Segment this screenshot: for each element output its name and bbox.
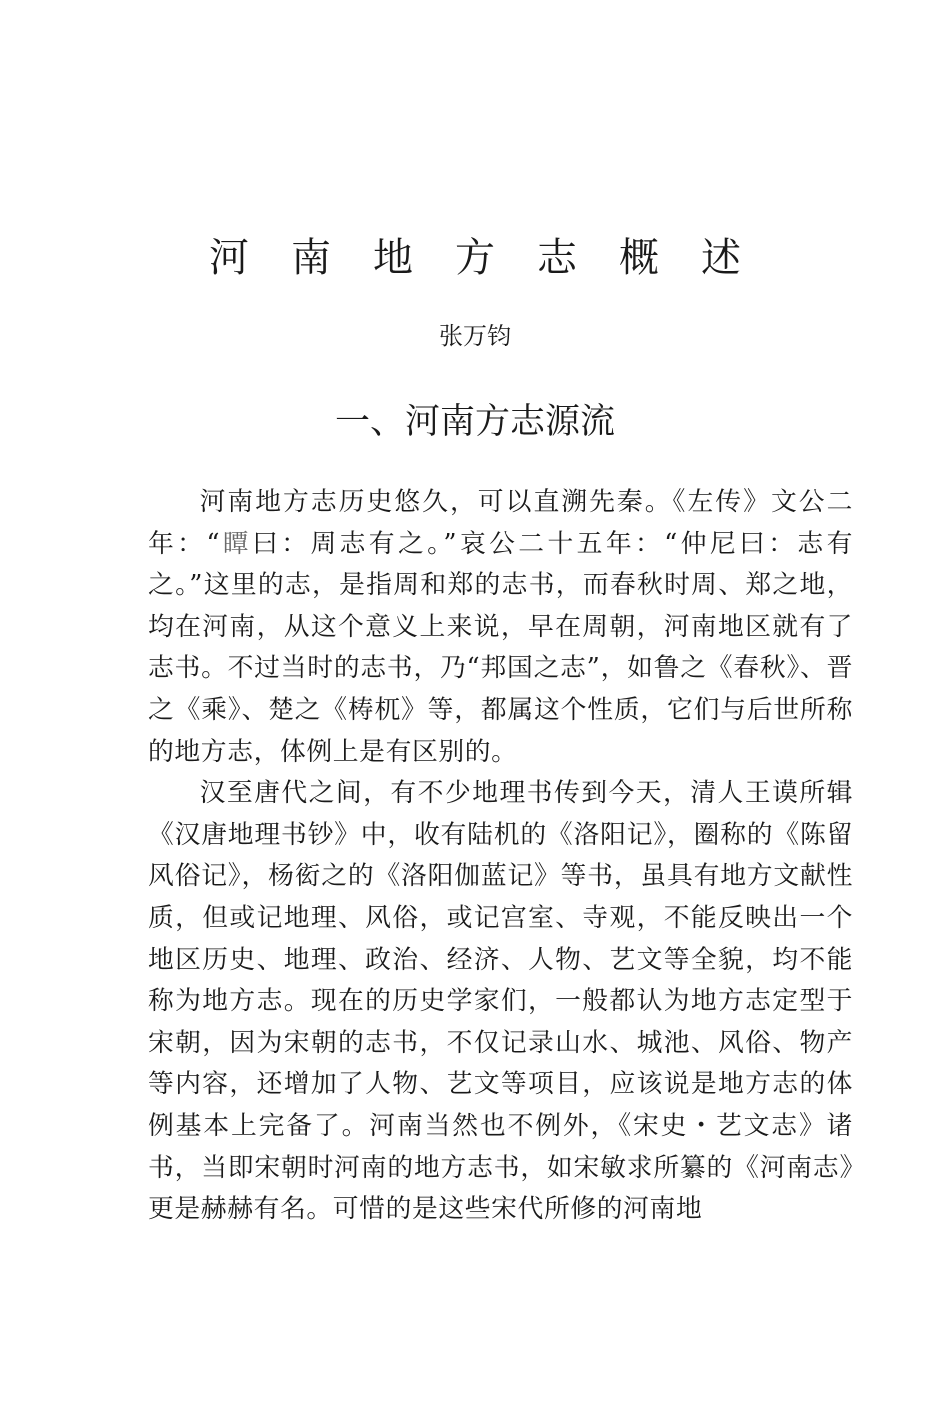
section-heading: 一、河南方志源流 bbox=[334, 402, 615, 442]
body-text bbox=[148, 482, 853, 1231]
paragraph-text-start: 河南地方志历史悠久，可以直溯先秦。《左传》文公二年：“ bbox=[148, 487, 853, 559]
rare-character: 瞫 bbox=[220, 528, 253, 559]
paragraph bbox=[148, 482, 853, 773]
author-name: 张万钧 bbox=[439, 322, 511, 350]
paragraph: 汉至唐代之间，有不少地理书传到今天，清人王谟所辑《汉唐地理书钞》中，收有陆机的《洛阳记》，圈称的《陈留风俗记》，杨衒之的《洛阳伽蓝记》等书，虽具有地方文献性质，但或记地理、风俗，或记宫室、寺观，不能反映出一个地区历史、地理、政治、经济、人物、艺文等全貌，均不能称为地方志。现在的历史学家们，一般都认为地方志定型于宋朝，因为宋朝的志书，不仅记录山水、城池、风俗、物产等内容，还增加了人物、艺文等项目，应该说是地方志的体例基本上完备了。河南当然也不例外，《宋史・艺文志》诸书，当即宋朝时河南的地方志书，如宋敏求所纂的《河南志》更是赫赫有名。可惜的是这些宋代所修的河南地 bbox=[148, 778, 853, 1225]
paragraph-text-rest: 曰：周志有之。”哀公二十五年：“仲尼曰：志有之。”这里的志，是指周和郑的志书，而春秋时周、郑之地，均在河南，从这个意义上来说，早在周朝，河南地区就有了志书。不过当时的志书，乃“邦国之志”，如鲁之《春秋》、晋之《乘》、楚之《梼杌》等，都属这个性质，它们与后世所称的地方志，体例上是有区别的。 bbox=[148, 528, 853, 767]
document-title: 河南地方志概述 bbox=[209, 235, 783, 281]
